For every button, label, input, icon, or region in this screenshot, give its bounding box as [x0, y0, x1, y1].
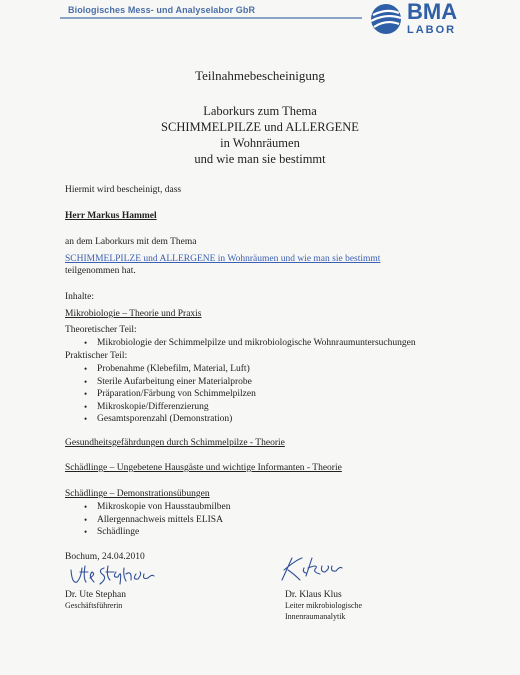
- contents-label: Inhalte:: [65, 292, 95, 302]
- signer-right-role-1: Leiter mikrobiologische: [285, 601, 363, 610]
- signer-right-name: Dr. Klaus Klus: [285, 590, 342, 600]
- course-heading-line-4: und wie man sie bestimmt: [194, 152, 326, 166]
- section-4-title: Schädlinge – Demonstrationsübungen: [65, 489, 210, 499]
- signature-right: [278, 554, 358, 584]
- list-item: • Mikroskopie von Hausstaubmilben: [80, 501, 231, 514]
- practical-list: [80, 363, 256, 426]
- course-title-link: SCHIMMELPILZE und ALLERGENE in Wohnräumen und wie man sie bestimmt: [65, 254, 381, 264]
- theory-label: Theoretischer Teil:: [65, 325, 137, 335]
- list-item: • Mikroskopie/Differenzierung: [80, 401, 256, 414]
- signer-left-role: Geschäftsführerin: [65, 601, 123, 610]
- course-heading-line-2: SCHIMMELPILZE und ALLERGENE: [161, 120, 359, 134]
- list-item: • Mikrobiologie der Schimmelpilze und mikrobiologische Wohnraumuntersuchungen: [80, 337, 416, 350]
- signer-left-name: Dr. Ute Stephan: [65, 590, 126, 600]
- place-date: Bochum, 24.04.2010: [65, 552, 145, 562]
- globe-swoosh-icon: [366, 2, 406, 36]
- logo-wordmark: BMA: [407, 0, 458, 24]
- lab-name: Biologisches Mess- und Analyselabor GbR: [68, 5, 256, 15]
- course-intro-text: an dem Laborkurs mit dem Thema: [65, 237, 197, 247]
- list-item: • Sterile Aufarbeitung einer Materialprobe: [80, 376, 256, 389]
- document-title: Teilnahmebescheinigung: [195, 68, 325, 83]
- participant-name: Herr Markus Hammel: [65, 211, 157, 221]
- course-heading-line-3: in Wohnräumen: [220, 136, 300, 150]
- demonstration-list: [80, 501, 231, 539]
- intro-text: Hiermit wird bescheinigt, dass: [65, 185, 182, 195]
- list-item: • Präparation/Färbung von Schimmelpilzen: [80, 388, 256, 401]
- header-rule: [60, 17, 362, 19]
- section-3-title: Schädlinge – Ungebetene Hausgäste und wichtige Informanten - Theorie: [65, 463, 342, 473]
- practical-label: Praktischer Teil:: [65, 351, 128, 361]
- signature-left: [68, 562, 158, 592]
- list-item: • Probenahme (Klebefilm, Material, Luft): [80, 363, 256, 376]
- signer-right-role-2: Innenraumanalytik: [285, 612, 346, 621]
- theory-list: [80, 337, 416, 350]
- section-1-title: Mikrobiologie – Theorie und Praxis: [65, 309, 202, 319]
- list-item: • Schädlinge: [80, 526, 231, 539]
- list-item: • Gesamtsporenzahl (Demonstration): [80, 413, 256, 426]
- section-2-title: Gesundheitsgefährdungen durch Schimmelpilze - Theorie: [65, 438, 285, 448]
- logo-subtitle: LABOR: [407, 24, 457, 36]
- completion-text: teilgenommen hat.: [65, 266, 136, 276]
- list-item: • Allergennachweis mittels ELISA: [80, 514, 231, 527]
- course-heading-line-1: Laborkurs zum Thema: [203, 104, 317, 118]
